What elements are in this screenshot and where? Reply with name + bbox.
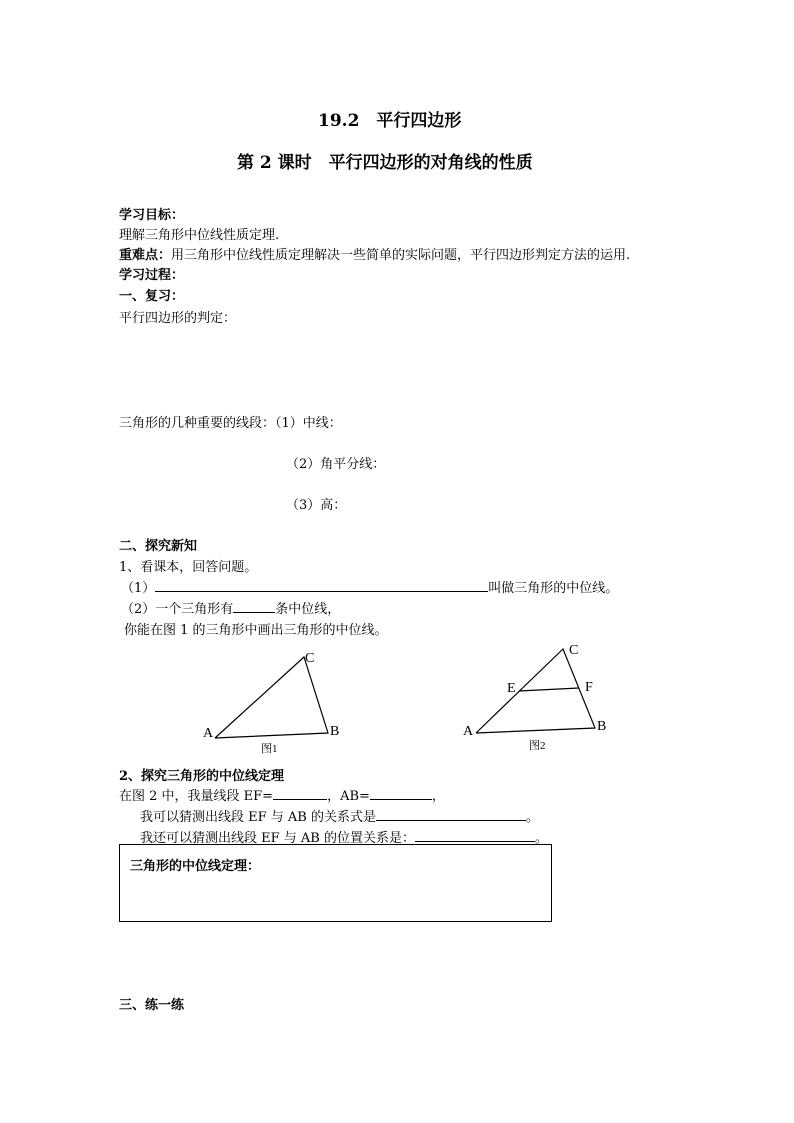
q1-prefix: （1） (121, 581, 156, 596)
fig2-caption: 图2 (529, 740, 546, 752)
q2-prefix: （2）一个三角形有 (121, 602, 234, 617)
measure-line (119, 785, 445, 804)
explore-question-1 (121, 577, 618, 596)
figure-2 (455, 635, 615, 753)
review-question: 平行四边形的判定： (119, 311, 237, 326)
measure-suffix: ， (431, 789, 445, 804)
explore-question-3: 你能在图 1 的三角形中画出三角形的中位线。 (124, 623, 388, 638)
guess2-prefix: 我还可以猜测出线段 EF 与 AB 的位置关系是： (140, 831, 415, 846)
segments-intro: 三角形的几种重要的线段：（1）中线： (119, 416, 342, 431)
theorem-box-label: 三角形的中位线定理： (130, 859, 261, 874)
practice-heading: 三、练一练 (119, 998, 185, 1013)
q1-blank[interactable] (155, 579, 488, 592)
q2-blank[interactable] (233, 600, 275, 613)
guess2-blank[interactable] (415, 829, 535, 842)
goals-heading: 学习目标： (119, 208, 185, 223)
q1-suffix: 叫做三角形的中位线。 (488, 581, 619, 596)
fig2-midline-ef (519, 688, 579, 691)
measure-prefix: 在图 2 中，我量线段 EF= (119, 789, 274, 804)
page-subtitle: 第 2 课时 平行四边形的对角线的性质 (237, 153, 533, 173)
fig2-triangle (476, 649, 595, 733)
guess1-prefix: 我可以猜测出线段 EF 与 AB 的关系式是 (140, 810, 376, 825)
explore-step1: 1、看课本，回答问题。 (119, 560, 258, 575)
fig1-label-c: C (305, 651, 315, 666)
ab-blank[interactable] (370, 787, 432, 800)
explore-heading: 二、探究新知 (119, 539, 198, 554)
ef-blank[interactable] (273, 787, 327, 800)
fig1-label-b: B (330, 724, 340, 739)
theorem-heading: 2、探究三角形的中位线定理 (119, 769, 285, 784)
key-points-label: 重难点： (119, 248, 172, 263)
fig1-label-a: A (203, 726, 214, 741)
key-points-text: 用三角形中位线性质定理解决一些简单的实际问题，平行四边形判定方法的运用. (171, 248, 631, 263)
fig2-label-e: E (507, 681, 516, 696)
guess1-line (140, 806, 539, 825)
fig1-caption: 图1 (261, 743, 278, 755)
fig2-label-b: B (597, 719, 607, 734)
q2-suffix: 条中位线， (275, 602, 341, 617)
segments-angle-bisector: （2）角平分线： (286, 457, 386, 472)
goals-line: 理解三角形中位线性质定理. (119, 228, 280, 243)
process-heading: 学习过程： (119, 268, 185, 283)
theorem-box[interactable] (119, 844, 552, 922)
fig1-triangle (215, 657, 328, 738)
guess1-blank[interactable] (376, 808, 526, 821)
fig2-label-c: C (569, 643, 579, 658)
key-points-line (119, 244, 630, 263)
measure-mid: ，AB= (327, 789, 370, 804)
segments-height: （3）高： (286, 498, 347, 513)
fig2-label-a: A (463, 724, 474, 739)
guess2-suffix: 。 (534, 831, 548, 846)
guess1-suffix: 。 (525, 810, 539, 825)
explore-question-2 (121, 598, 340, 617)
review-heading: 一、复习： (119, 289, 185, 304)
page-title: 19.2 平行四边形 (318, 111, 462, 131)
figure-1 (195, 640, 355, 758)
fig2-label-f: F (585, 680, 593, 695)
